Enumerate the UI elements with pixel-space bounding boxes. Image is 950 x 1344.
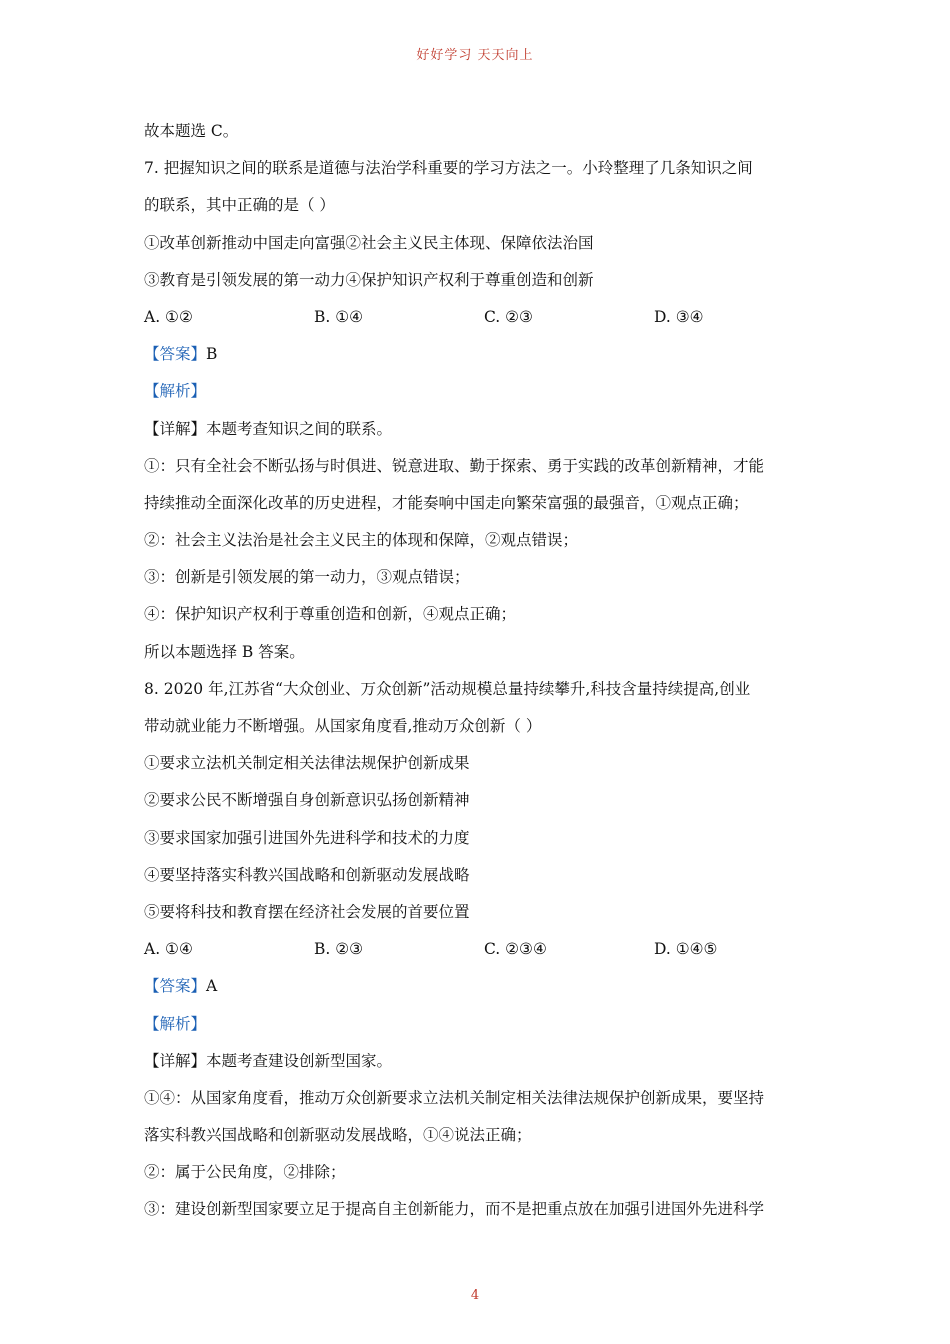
q8-answer xyxy=(144,968,824,1005)
q7-statement-line1: ①改革创新推动中国走向富强②社会主义民主体现、保障依法治国 xyxy=(144,233,594,252)
q8-statement: ①要求立法机关制定相关法律法规保护创新成果 xyxy=(144,754,470,773)
q7-explanation-line: ③：创新是引领发展的第一动力，③观点错误； xyxy=(144,568,470,587)
q7-stem-line2: 的联系，其中正确的是（ ） xyxy=(144,196,335,215)
q7-option-b: B. ①④ xyxy=(314,307,364,326)
q8-option-b: B. ②③ xyxy=(314,940,364,959)
q8-statement: ③要求国家加强引进国外先进科学和技术的力度 xyxy=(144,828,470,847)
q8-answer-tag: 【答案】 xyxy=(144,977,207,996)
q7-explanation-line: ②：社会主义法治是社会主义民主的体现和保障，②观点错误； xyxy=(144,531,579,550)
q8-stem-line2: 带动就业能力不断增强。从国家角度看,推动万众创新（ ） xyxy=(144,717,542,735)
q7-explanation-line: ④：保护知识产权利于尊重创造和创新，④观点正确； xyxy=(144,605,517,624)
q8-analysis xyxy=(144,1006,824,1043)
q7-detail-tag: 【详解】 xyxy=(144,419,207,438)
q7-options xyxy=(144,299,824,336)
q7-explanation-line: ①：只有全社会不断弘扬与时俱进、锐意进取、勤于探索、勇于实践的改革创新精神，才能 xyxy=(144,456,765,475)
q7-detail-intro: 本题考查知识之间的联系。 xyxy=(206,419,393,438)
q7-explanation-line: 持续推动全面深化改革的历史进程，才能奏响中国走向繁荣富强的最强音，①观点正确； xyxy=(144,493,749,512)
q7-conclusion: 所以本题选择 B 答案。 xyxy=(144,642,305,661)
q7-analysis-tag: 【解析】 xyxy=(144,382,207,401)
q8-statement: ④要坚持落实科教兴国战略和创新驱动发展战略 xyxy=(144,865,470,884)
q7-option-a: A. ①② xyxy=(144,307,193,326)
previous-conclusion: 故本题选 C。 xyxy=(144,122,239,140)
q7-option-c: C. ②③ xyxy=(484,307,533,326)
q8-explanation-line: ①④：从国家角度看，推动万众创新要求立法机关制定相关法律法规保护创新成果，要坚持 xyxy=(144,1088,765,1107)
q8-statement: ⑤要将科技和教育摆在经济社会发展的首要位置 xyxy=(144,902,470,921)
q8-detail-tag: 【详解】 xyxy=(144,1051,207,1070)
q8-explanation-line: ③：建设创新型国家要立足于提高自主创新能力，而不是把重点放在加强引进国外先进科学 xyxy=(144,1200,765,1219)
q7-analysis xyxy=(144,373,824,410)
q8-explanation-line: 落实科教兴国战略和创新驱动发展战略，①④说法正确； xyxy=(144,1126,532,1145)
q7-detail xyxy=(144,411,824,448)
q7-stem-line1: 7. 把握知识之间的联系是道德与法治学科重要的学习方法之一。小玲整理了几条知识之间 xyxy=(144,159,753,178)
document-body xyxy=(144,113,824,1229)
q8-options xyxy=(144,931,824,968)
q8-option-a: A. ①④ xyxy=(144,940,193,959)
q7-option-d: D. ③④ xyxy=(654,307,704,326)
q8-detail xyxy=(144,1043,824,1080)
q7-statement-line2: ③教育是引领发展的第一动力④保护知识产权利于尊重创造和创新 xyxy=(144,270,594,289)
q7-answer-tag: 【答案】 xyxy=(144,345,207,364)
q8-statement: ②要求公民不断增强自身创新意识弘扬创新精神 xyxy=(144,791,470,810)
page-header: 好好学习 天天向上 xyxy=(416,48,534,63)
q8-detail-intro: 本题考查建设创新型国家。 xyxy=(206,1051,393,1070)
q8-option-d: D. ①④⑤ xyxy=(654,940,718,959)
q8-answer-value: A xyxy=(206,977,218,996)
page-number: 4 xyxy=(470,1288,480,1303)
q8-explanation-line: ②：属于公民角度，②排除； xyxy=(144,1163,346,1182)
q7-answer xyxy=(144,336,824,373)
q8-analysis-tag: 【解析】 xyxy=(144,1014,207,1033)
q8-option-c: C. ②③④ xyxy=(484,940,547,959)
q8-stem-line1: 8. 2020 年,江苏省“大众创业、万众创新”活动规模总量持续攀升,科技含量持续提高,创业 xyxy=(144,679,751,698)
q7-answer-value: B xyxy=(206,345,218,364)
